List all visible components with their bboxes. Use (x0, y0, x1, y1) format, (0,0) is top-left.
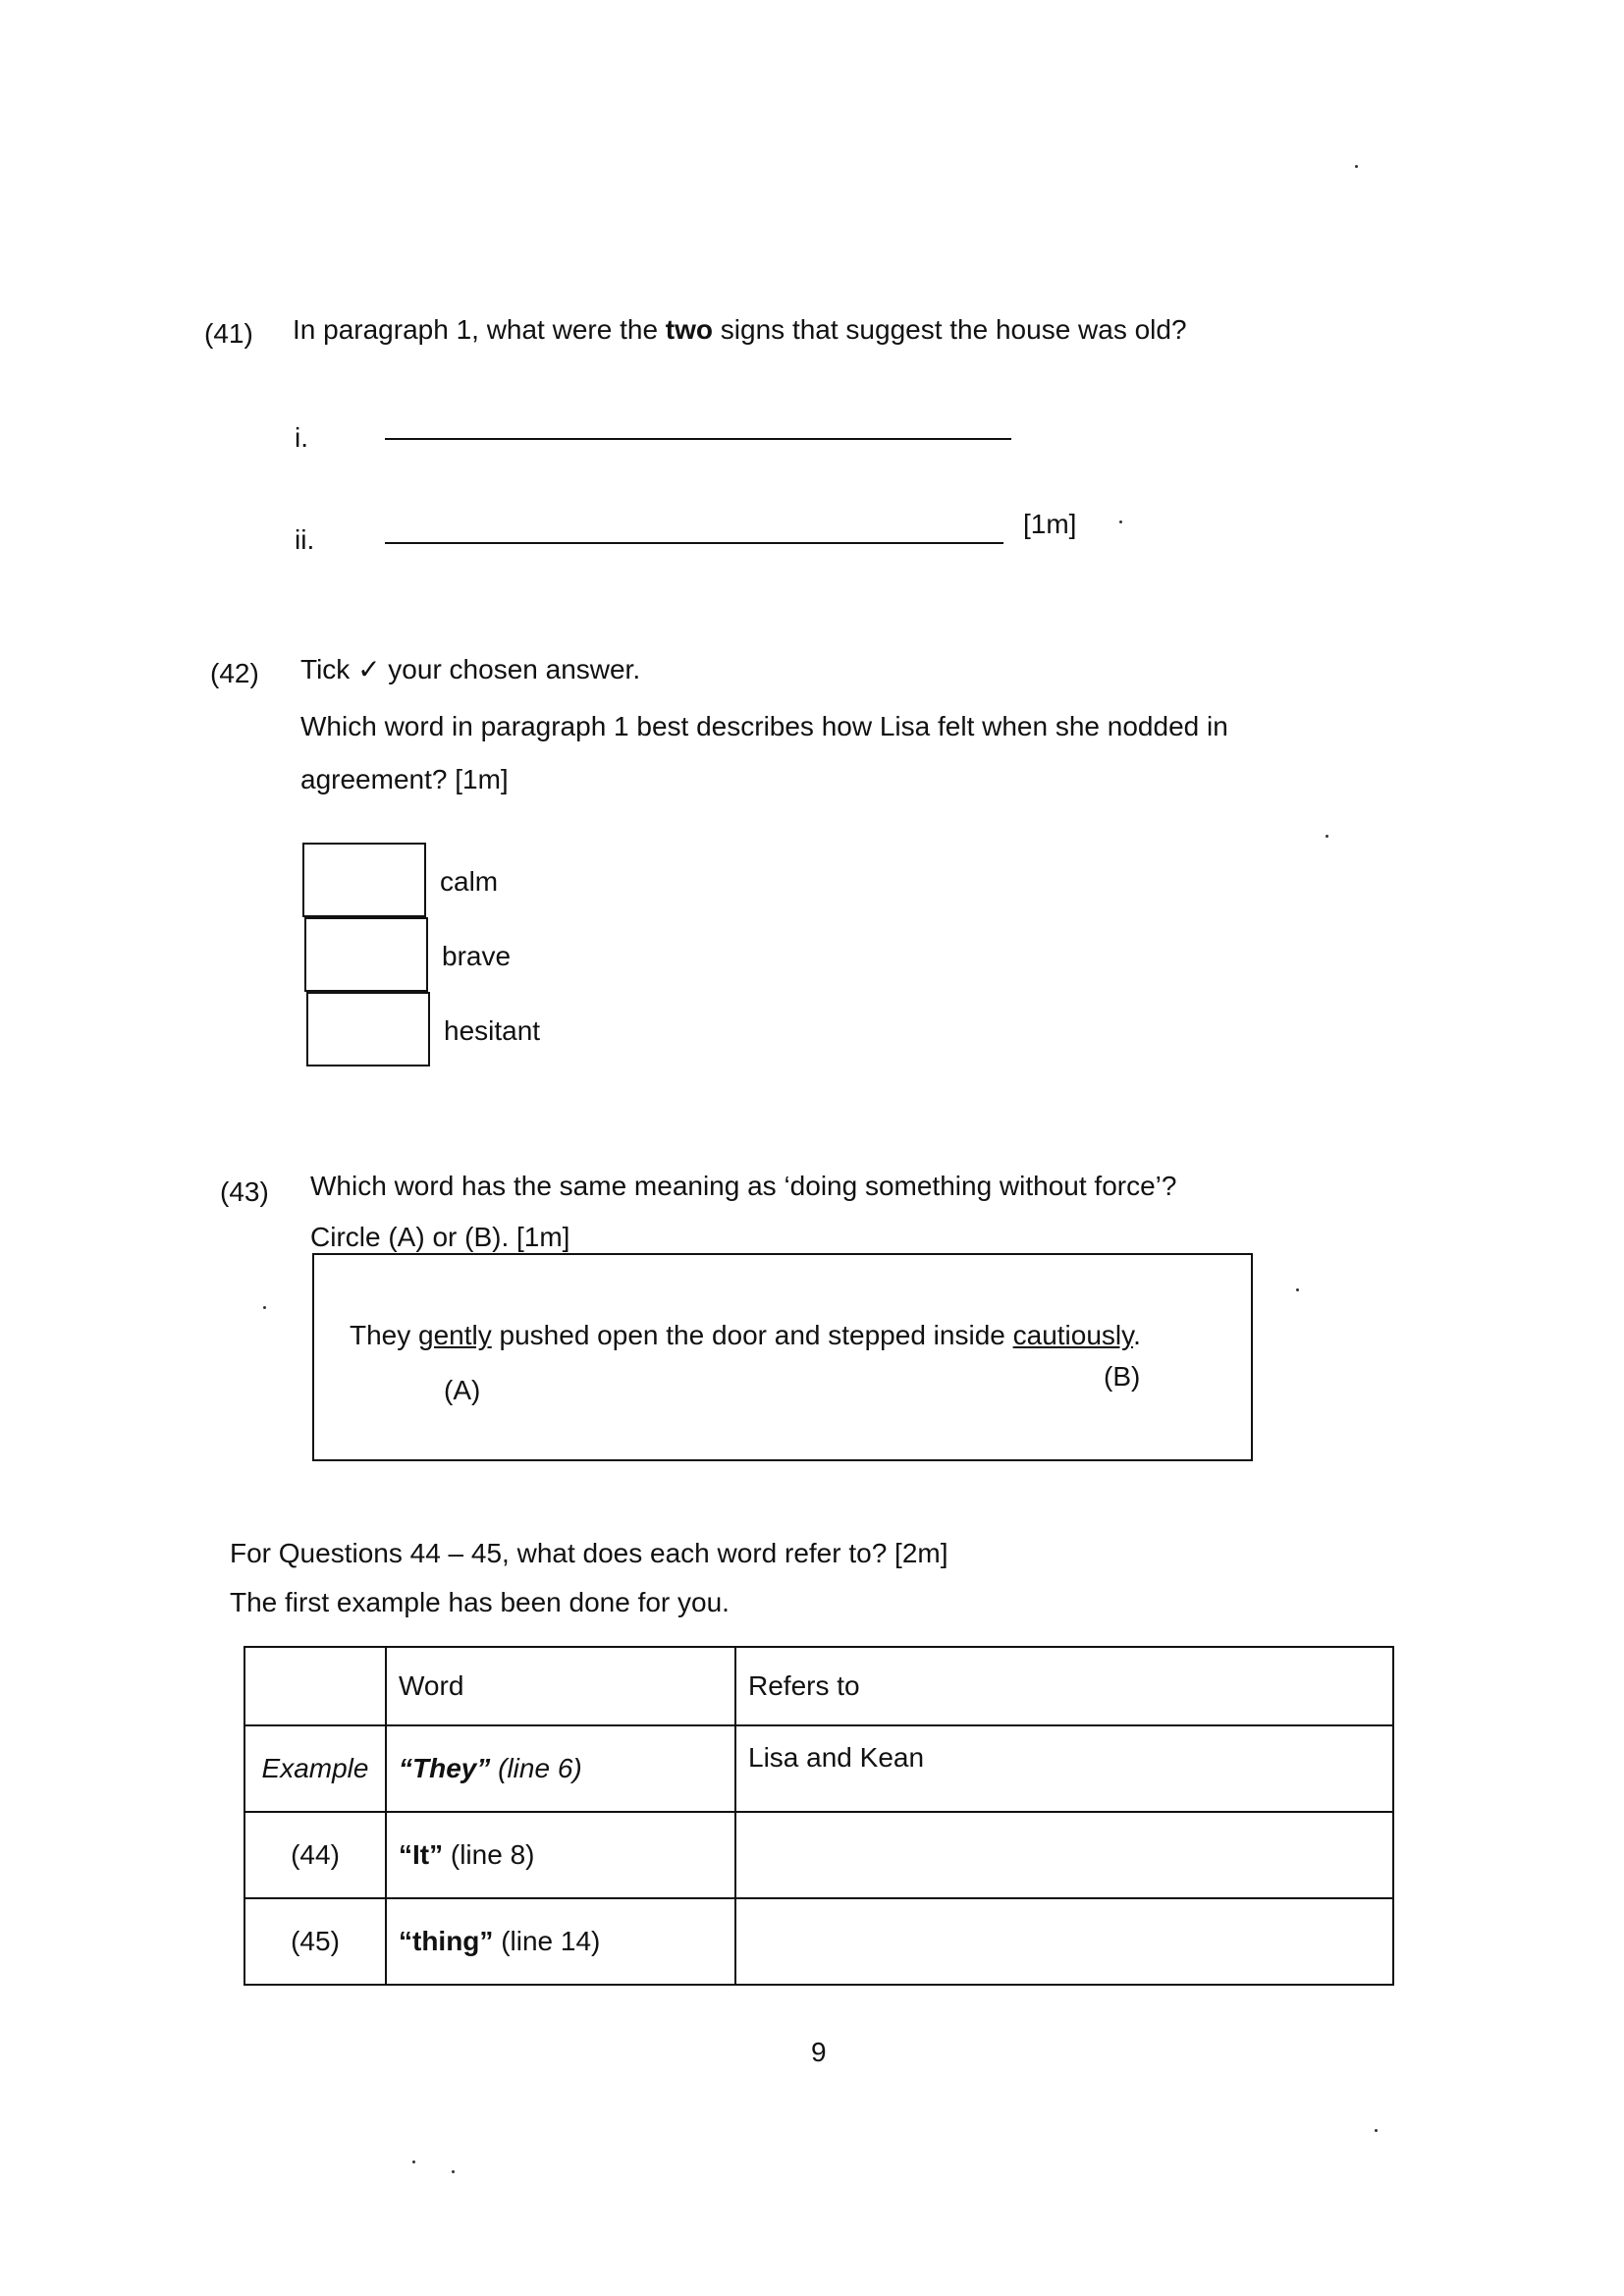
scan-speck (452, 2170, 455, 2173)
question-42-number: (42) (210, 658, 259, 688)
option-b-word[interactable]: cautiously (1012, 1320, 1134, 1350)
checkbox-brave[interactable] (304, 917, 428, 992)
scan-speck (263, 1306, 266, 1309)
question-42-instruction: Tick ✓ your chosen answer. (300, 654, 641, 684)
answer-line-i[interactable] (385, 438, 1011, 440)
row-word (386, 1898, 735, 1985)
scan-speck (1119, 520, 1122, 523)
question-41-text-part: signs that suggest the house was old? (713, 314, 1187, 345)
scan-speck (1326, 835, 1328, 838)
table-row (244, 1812, 1393, 1898)
answer-label-i: i. (295, 422, 308, 453)
passage-box (312, 1253, 1253, 1461)
row-label: (44) (244, 1812, 386, 1898)
option-brave-label: brave (442, 941, 512, 971)
reference-table (244, 1646, 1394, 1986)
scan-speck (1355, 165, 1358, 168)
line-ref: (line 14) (493, 1926, 601, 1956)
answer-label-ii: ii. (295, 524, 315, 555)
sentence-part: pushed open the door and stepped inside (491, 1320, 1013, 1350)
question-43-number: (43) (220, 1176, 269, 1207)
table-header-refers: Refers to (735, 1647, 1393, 1725)
question-41-number: (41) (204, 318, 253, 349)
scan-speck (1296, 1288, 1299, 1291)
row-word (386, 1725, 735, 1812)
word-text: “It” (399, 1839, 444, 1870)
page-number: 9 (811, 2037, 827, 2067)
row-refers: Lisa and Kean (735, 1725, 1393, 1812)
question-42-text-line1: Which word in paragraph 1 best describes how Lisa felt when she nodded in (300, 711, 1228, 741)
sentence-part: They (350, 1320, 419, 1350)
row-word (386, 1812, 735, 1898)
option-a-label[interactable]: (A) (444, 1375, 481, 1405)
question-43-text: Which word has the same meaning as ‘doing something without force’? (310, 1171, 1177, 1201)
option-hesitant-label: hesitant (444, 1015, 541, 1046)
option-b-label[interactable]: (B) (1104, 1361, 1141, 1392)
question-43-instruction: Circle (A) or (B). [1m] (310, 1222, 570, 1252)
row-label: (45) (244, 1898, 386, 1985)
question-41-emphasis: two (665, 314, 714, 345)
q44-45-note: The first example has been done for you. (230, 1587, 730, 1617)
table-row (244, 1898, 1393, 1985)
sentence-part: . (1133, 1320, 1141, 1350)
question-41-text (293, 312, 1187, 348)
line-ref: (line 8) (443, 1839, 535, 1870)
table-row (244, 1725, 1393, 1812)
line-ref: (line 6) (490, 1753, 582, 1783)
answer-cell-45[interactable] (735, 1898, 1393, 1985)
table-header-number (244, 1647, 386, 1725)
q44-45-intro: For Questions 44 – 45, what does each word refer to? [2m] (230, 1538, 948, 1568)
scan-speck (1375, 2129, 1378, 2132)
row-label: Example (244, 1725, 386, 1812)
option-a-word[interactable]: gently (418, 1320, 492, 1350)
answer-cell-44[interactable] (735, 1812, 1393, 1898)
question-41-text-part: In paragraph 1, what were the (293, 314, 666, 345)
word-text: “They” (399, 1753, 491, 1783)
question-42-text-line2: agreement? [1m] (300, 764, 509, 794)
checkbox-hesitant[interactable] (306, 992, 430, 1066)
table-header-row (244, 1647, 1393, 1725)
word-text: “thing” (399, 1926, 494, 1956)
option-calm-label: calm (440, 866, 499, 897)
table-header-word: Word (386, 1647, 735, 1725)
checkbox-calm[interactable] (302, 843, 426, 917)
answer-line-ii[interactable] (385, 542, 1003, 544)
question-41-marks: [1m] (1023, 509, 1077, 539)
passage-sentence (350, 1318, 1141, 1353)
scan-speck (412, 2160, 415, 2163)
